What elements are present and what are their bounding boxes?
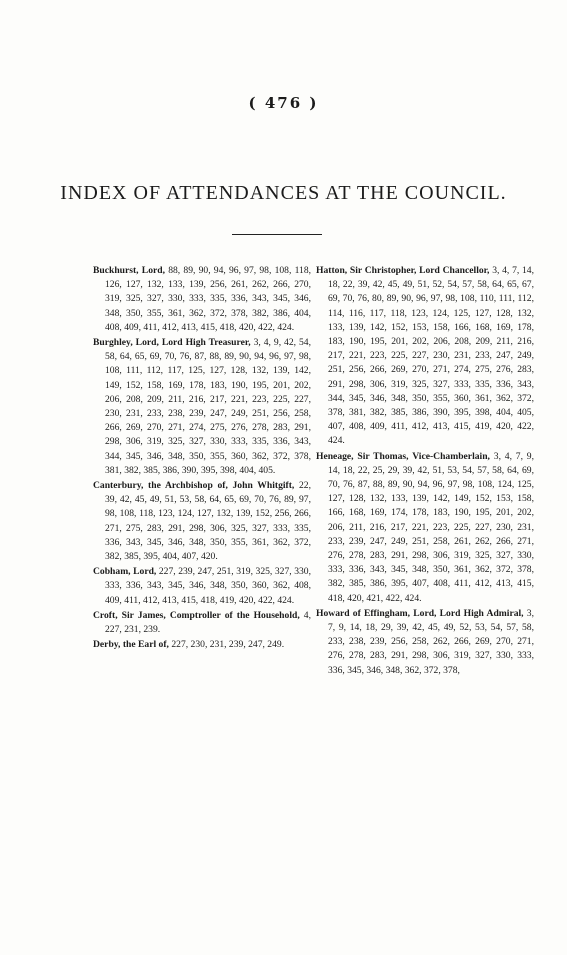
index-entry <box>316 607 534 678</box>
entry-pages: 227, 230, 231, 239, 247, 249. <box>171 639 285 651</box>
index-entry <box>93 479 311 564</box>
page-number: ( 476 ) <box>248 94 319 112</box>
entry-name: Howard of Effingham, Lord, Lord High Admiral, <box>316 607 524 619</box>
index-entry <box>93 638 311 652</box>
entry-name: Buckhurst, Lord, <box>93 265 165 276</box>
entry-pages: 3, 4, 7, 14, 18, 22, 39, 42, 45, 49, 51, 52, 54, 57, 58, 64, 65, 67, 69, 70, 76, 80, 89, 90, 96, 97, 98, 108, 110, 111, 112, 114, 116, 117, 118, 123, 124, 125, 127, 128, 132, 133, 139, 142, 152, 153, 158, 166, 168, 169, 178, 183, 190, 195, 201, 202, 206, 208, 209, 211, 216, 217, 221, 223, 225, 227, 230, 231, 233, 247, 249, 251, 256, 266, 269, 270, 271, 274, 275, 276, 283, 291, 298, 306, 319, 325, 327, 333, 335, 336, 343, 344, 345, 346, 348, 350, 355, 360, 361, 362, 372, 378, 381, 382, 385, 386, 390, 395, 398, 404, 405, 407, 408, 409, 411, 412, 413, 415, 419, 420, 422, 424. <box>328 265 534 447</box>
index-entry <box>93 565 311 608</box>
entry-pages: 3, 4, 9, 42, 54, 58, 64, 65, 69, 70, 76, 87, 88, 89, 90, 94, 96, 97, 98, 108, 111, 112, 117, 125, 127, 128, 132, 139, 142, 149, 152, 158, 169, 178, 183, 190, 195, 201, 202, 206, 208, 209, 211, 216, 217, 221, 223, 225, 227, 230, 231, 233, 238, 239, 247, 249, 251, 256, 258, 266, 269, 270, 271, 274, 275, 276, 278, 283, 291, 298, 306, 319, 325, 327, 330, 333, 335, 336, 343, 344, 345, 346, 348, 350, 355, 360, 362, 372, 378, 381, 382, 385, 386, 390, 395, 398, 404, 405. <box>105 337 311 476</box>
entry-name: Croft, Sir James, Comptroller of the Household, <box>93 609 300 621</box>
entry-pages: 3, 4, 7, 9, 14, 18, 22, 25, 29, 39, 42, 51, 53, 54, 57, 58, 64, 69, 70, 76, 87, 88, 89, 90, 94, 96, 97, 98, 108, 124, 125, 127, 128, 132, 133, 139, 142, 149, 152, 153, 158, 166, 168, 169, 174, 178, 183, 190, 195, 201, 202, 206, 211, 216, 217, 221, 223, 225, 227, 230, 231, 233, 239, 247, 249, 251, 258, 261, 262, 266, 271, 276, 278, 283, 291, 298, 306, 319, 325, 327, 330, 333, 336, 343, 345, 348, 350, 361, 362, 372, 378, 382, 385, 386, 395, 407, 408, 411, 412, 413, 415, 418, 420, 421, 422, 424. <box>328 450 535 604</box>
entry-name: Burghley, Lord, Lord High Treasurer, <box>93 337 251 349</box>
entry-name: Hatton, Sir Christopher, Lord Chancellor, <box>316 265 490 276</box>
entry-name: Derby, the Earl of, <box>93 639 169 651</box>
page-title: INDEX OF ATTENDANCES AT THE COUNCIL. <box>60 182 507 204</box>
index-entry <box>316 450 534 606</box>
entry-name: Cobham, Lord, <box>93 566 157 578</box>
entry-name: Heneage, Sir Thomas, Vice-Chamberlain, <box>316 450 490 462</box>
index-entry <box>93 609 311 637</box>
entry-pages: 22, 39, 42, 45, 49, 51, 53, 58, 64, 65, 69, 70, 76, 89, 97, 98, 108, 118, 123, 124, 127, 132, 139, 152, 256, 266, 271, 275, 283, 291, 298, 306, 325, 327, 333, 335, 336, 343, 345, 346, 348, 350, 355, 361, 362, 372, 382, 385, 395, 404, 407, 420. <box>105 480 311 563</box>
entry-pages: 227, 239, 247, 251, 319, 325, 327, 330, 333, 336, 343, 345, 346, 348, 350, 360, 362, 408, 409, 411, 412, 413, 415, 418, 419, 420, 422, 424. <box>105 566 311 606</box>
index-entry <box>93 264 311 335</box>
index-column-left <box>93 264 311 653</box>
index-column-right <box>316 264 534 679</box>
title-rule <box>232 234 322 235</box>
entry-name: Canterbury, the Archbishop of, John Whitgift, <box>93 480 295 492</box>
entry-pages: 3, 7, 9, 14, 18, 29, 39, 42, 45, 49, 52, 53, 54, 57, 58, 233, 238, 239, 256, 258, 262, 266, 269, 270, 271, 276, 278, 283, 291, 298, 306, 319, 327, 330, 333, 336, 345, 346, 348, 362, 372, 378, <box>328 607 534 676</box>
entry-pages: 4, 227, 231, 239. <box>105 609 311 636</box>
index-entry <box>93 336 311 478</box>
entry-pages: 88, 89, 90, 94, 96, 97, 98, 108, 118, 126, 127, 132, 133, 139, 256, 261, 262, 266, 270, 319, 325, 327, 330, 333, 335, 336, 343, 345, 346, 348, 350, 355, 361, 362, 372, 378, 382, 386, 404, 408, 409, 411, 412, 413, 415, 418, 420, 422, 424. <box>105 265 312 333</box>
index-entry <box>316 264 534 449</box>
